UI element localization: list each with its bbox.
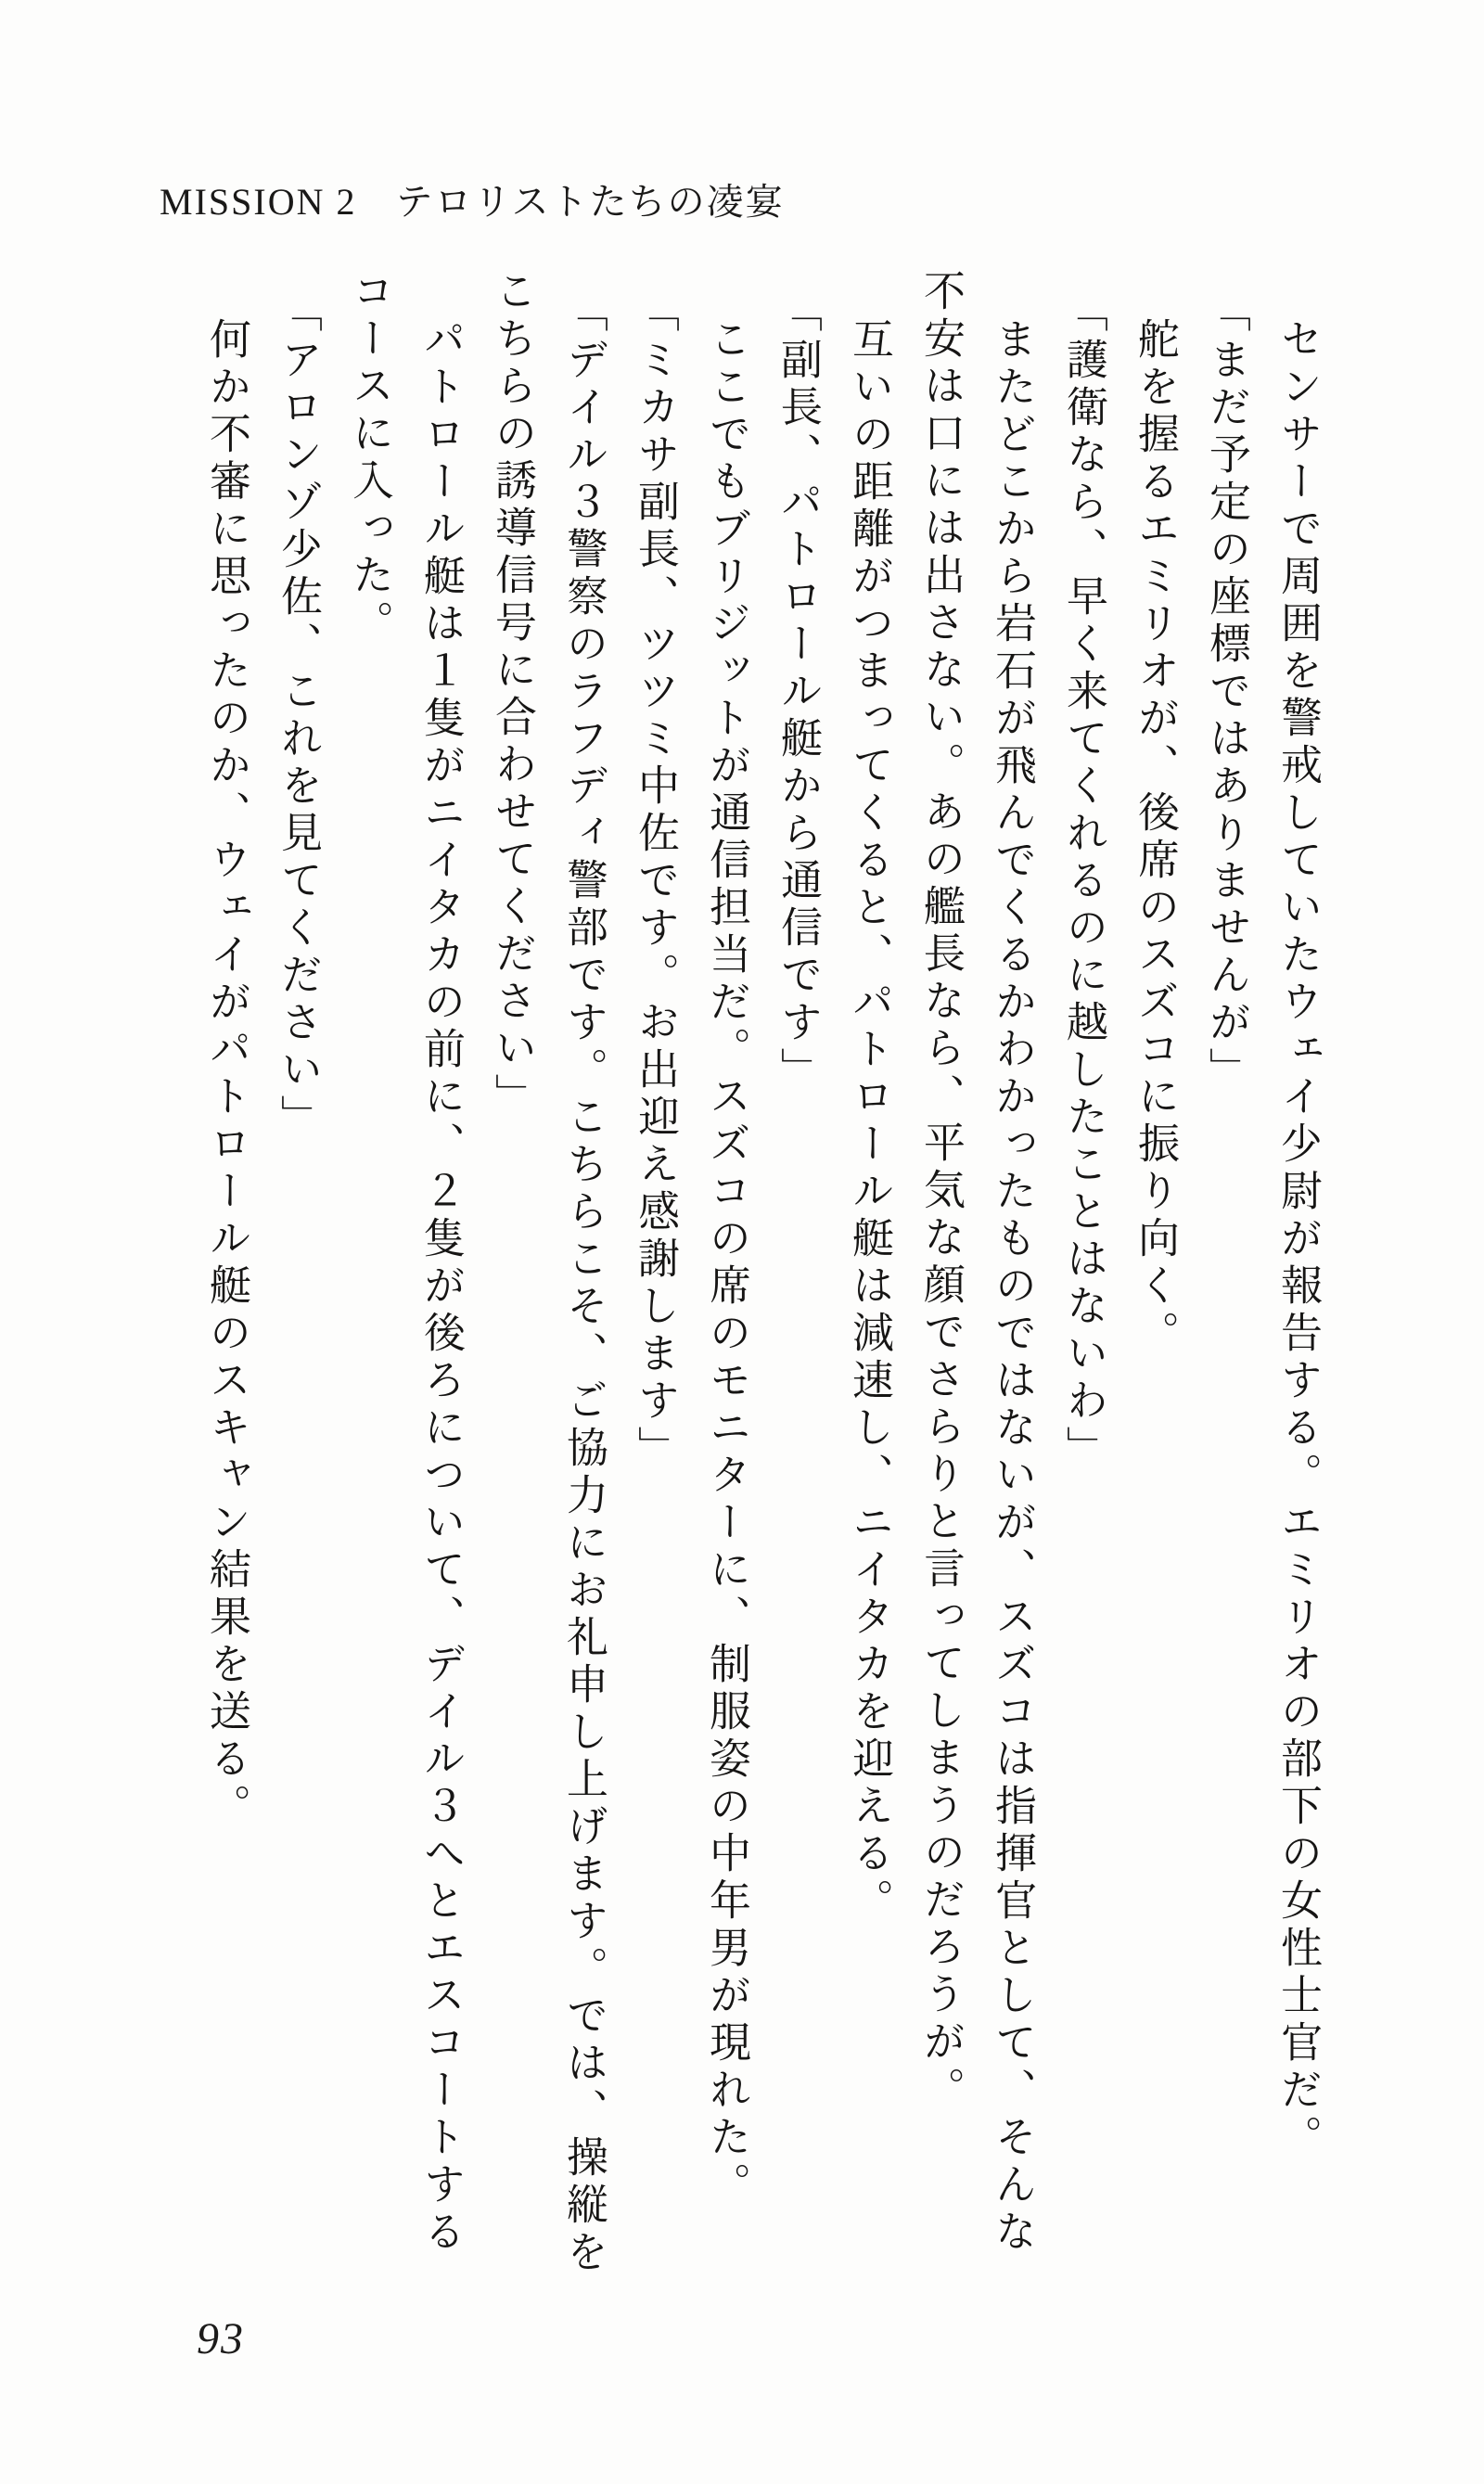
text-column: 「アロンゾ少佐、これを見てください」 [275,290,321,1142]
text-column: 「ミカサ副長、ツツミ中佐です。お出迎え感謝します」 [632,290,678,1473]
text-column: またどこから岩石が飛んでくるかわかったものではないが、スズコは指揮官として、そんな [989,317,1035,2257]
page-text [190,269,1333,2310]
text-column: 「まだ予定の座標ではありませんが」 [1203,290,1249,1095]
text-column: コースに入った。 [346,269,392,647]
page-number: 93 [197,2314,245,2363]
text-column: 「副長、パトロール艇から通信です」 [774,290,821,1095]
text-column: 「護衛なら、早く来てくれるのに越したことはないわ」 [1060,290,1107,1473]
text-column: 舵を握るエミリオが、後席のスズコに振り向く。 [1132,317,1178,1358]
text-column: 「デイル３警察のラフディ警部です。こちらこそ、ご協力にお礼申し上げます。では、操縦を [560,290,607,2277]
text-column: センサーで周囲を警戒していたウェイ少尉が報告する。エミリオの部下の女性士官だ。 [1274,317,1321,2162]
running-header: MISSION 2 テロリストたちの凌宴 [160,181,785,223]
text-column: パトロール艇は１隻がニイタカの前に、２隻が後ろについて、デイル３へとエスコートする [417,317,464,2257]
text-column: 互いの距離がつまってくると、パトロール艇は減速し、ニイタカを迎える。 [846,317,892,1926]
text-column: ここでもブリジットが通信担当だ。スズコの席のモニターに、制服姿の中年男が現れた。 [703,317,749,2209]
text-column: 何か不審に思ったのか、ウェイがパトロール艇のスキャン結果を送る。 [203,317,249,1831]
text-column: 不安は口には出さない。あの艦長なら、平気な顔でさらりと言ってしまうのだろうが。 [917,269,964,2114]
text-column: こちらの誘導信号に合わせてください」 [489,269,535,1120]
